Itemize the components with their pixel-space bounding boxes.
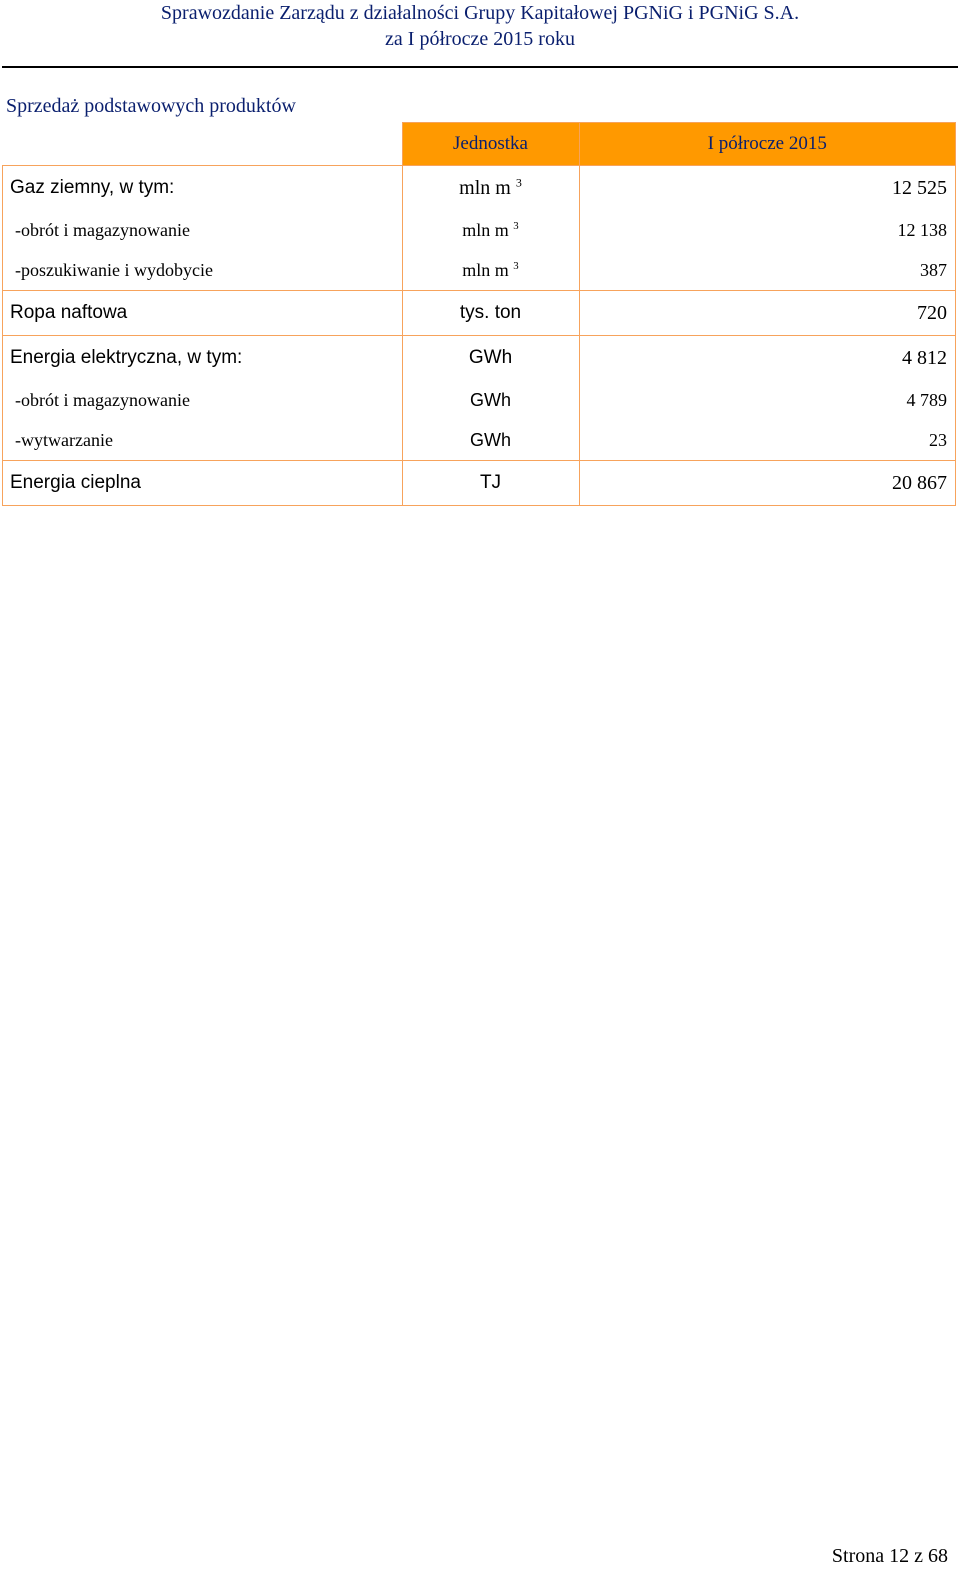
row-name: -wytwarzanie [3, 420, 403, 461]
row-unit: GWh [402, 420, 579, 461]
header-title: Sprawozdanie Zarządu z działalności Grupy Kapitałowej PGNiG i PGNiG S.A. [160, 2, 800, 24]
row-unit: mln m $^3$ [402, 166, 579, 211]
table-row [3, 210, 956, 250]
row-value: 720 [579, 291, 956, 336]
row-value: 23 [579, 420, 956, 461]
row-name: -obrót i magazynowanie [3, 380, 403, 420]
section-title: Sprzedaż podstawowych produktów [6, 95, 296, 117]
row-value: 12 138 [579, 210, 956, 250]
row-unit: GWh [402, 380, 579, 420]
row-name: -obrót i magazynowanie [3, 210, 403, 250]
row-unit: tys. ton [402, 291, 579, 336]
table-row [3, 380, 956, 420]
header-cell-unit: Jednostka [402, 123, 579, 166]
row-name: Energia cieplna [3, 461, 403, 506]
table-row [3, 250, 956, 291]
header-subtitle: za I półrocze 2015 roku [385, 28, 575, 50]
row-name: Gaz ziemny, w tym: [3, 166, 403, 211]
table-row [3, 420, 956, 461]
header-cell-period: I półrocze 2015 [579, 123, 956, 166]
header-divider [2, 66, 958, 68]
header-cell-blank [3, 123, 403, 166]
row-name: Ropa naftowa [3, 291, 403, 336]
page-number: Strona 12 z 68 [831, 1545, 948, 1567]
row-name: Energia elektryczna, w tym: [3, 336, 403, 381]
row-value: 12 525 [579, 166, 956, 211]
table-row [3, 336, 956, 381]
table-row [3, 461, 956, 506]
table-header-row [3, 123, 956, 166]
row-value: 4 789 [579, 380, 956, 420]
row-unit: GWh [402, 336, 579, 381]
row-value: 20 867 [579, 461, 956, 506]
sales-table [2, 122, 956, 506]
row-name: -poszukiwanie i wydobycie [3, 250, 403, 291]
table-row [3, 166, 956, 211]
table-row [3, 291, 956, 336]
row-unit: mln m $^3$ [402, 250, 579, 291]
row-unit: mln m $^3$ [402, 210, 579, 250]
row-unit: TJ [402, 461, 579, 506]
row-value: 387 [579, 250, 956, 291]
row-value: 4 812 [579, 336, 956, 381]
